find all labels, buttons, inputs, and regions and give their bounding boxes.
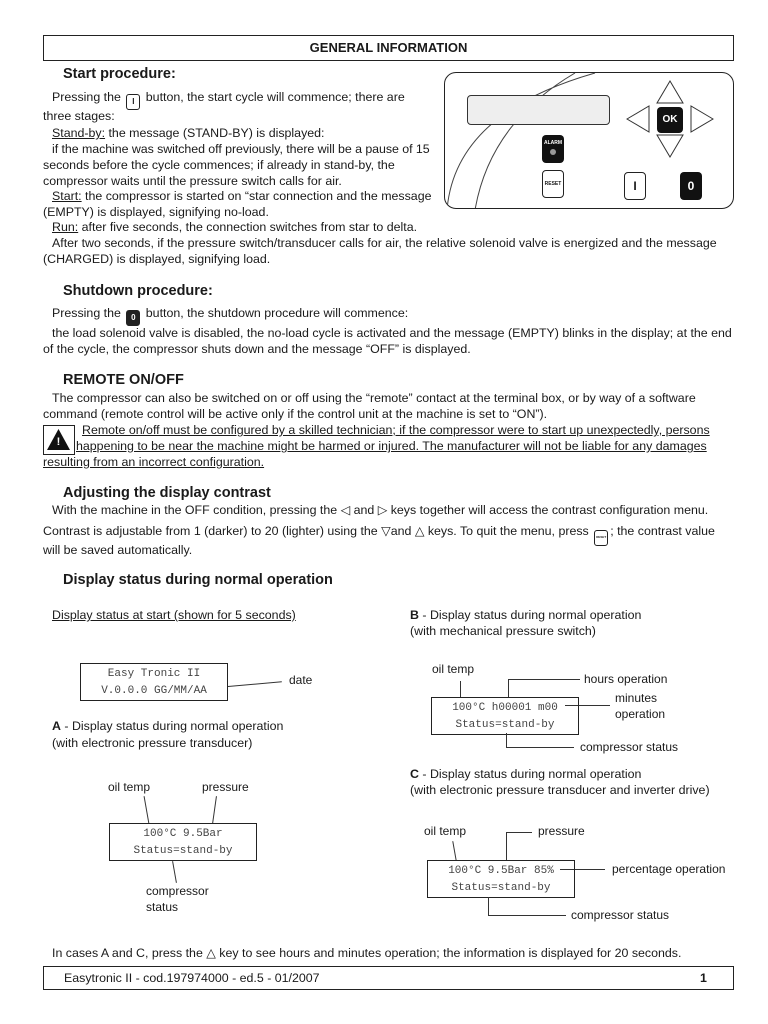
c-status-label: compressor status [571,908,670,922]
warning-icon: ! [43,425,75,455]
leader-line [506,832,532,833]
leader-line [212,796,217,824]
alarm-led-icon [550,149,556,155]
b-subtitle: (with mechanical pressure switch) [410,624,596,638]
start-line: Run: after five seconds, the connection switches from star to delta. [52,220,418,234]
start-button[interactable]: I [624,172,646,200]
start-line: Pressing the I button, the start cycle will commence; there are [52,90,405,110]
stop-button[interactable]: 0 [680,172,702,200]
leader-line [506,747,574,748]
a-status-label: compressor [146,884,209,898]
c-pressure-label: pressure [538,824,585,838]
start-line: seconds before the cycle commences; if already in stand-by, the [43,158,395,172]
a-lcd: 100°C 9.5Bar Status=stand-by [109,823,257,861]
date-label: date [289,673,313,687]
a-status-label: status [146,900,179,914]
b-status-label: compressor status [580,740,679,754]
b-hours-label: hours operation [584,672,668,686]
c-title: C - Display status during normal operation [410,767,642,781]
start-line: (CHARGED) is displayed, signifying load. [43,252,271,266]
c-lcd: 100°C 9.5Bar 85% Status=stand-by [427,860,575,898]
cases-note: In cases A and C, press the △ key to see hours and minutes operation; the information is displayed for 20 seconds. [52,946,682,960]
remote-line: The compressor can also be switched on or off using the “remote” contact at the terminal box, or by way of a software [52,391,696,405]
warning-line: resulting from an incorrect configuration. [43,455,265,469]
b-oil-temp-label: oil temp [432,662,475,676]
start-line: if the machine was switched off previously, there will be a pause of 15 [52,142,430,156]
date-leader-line [228,681,282,687]
leader-line [144,796,150,824]
footer [43,966,734,990]
off-key-icon: 0 [126,310,140,326]
contrast-line: With the machine in the OFF condition, pressing the ◁ and ▷ keys together will access the contrast configuration menu. [52,503,709,517]
b-minutes-label: minutes [615,691,658,705]
right-arrow-key-icon: ▷ [377,503,388,517]
remote-line: command (remote control will be active only if the control unit at the machine is set to “ON”). [43,407,548,421]
c-percentage-label: percentage operation [612,862,726,876]
start-heading: Start procedure: [63,66,176,82]
up-arrow-key-icon: △ [206,946,216,960]
shutdown-heading: Shutdown procedure: [63,283,213,299]
start-line: three stages: [43,109,115,123]
leader-line [508,679,509,697]
page-number: 1 [700,971,707,985]
a-subtitle: (with electronic pressure transducer) [52,736,253,750]
page-title: GENERAL INFORMATION [309,40,468,55]
left-arrow-key-icon: ◁ [340,503,351,517]
start-line: After two seconds, if the pressure switch/transducer calls for air, the relative solenoid valve is energized and the message [52,236,717,250]
leader-line [508,679,580,680]
leader-line [488,915,566,916]
c-oil-temp-label: oil temp [424,824,467,838]
down-arrow-key-icon: ▽ [381,524,391,538]
reset-key-icon: RESET [594,530,608,546]
contrast-line: Contrast is adjustable from 1 (darker) to 20 (lighter) using the ▽and △ keys. To quit the menu, press RESET ; the contrast value [43,524,715,546]
reset-button[interactable]: RESET [542,170,564,198]
a-oil-temp-label: oil temp [108,780,151,794]
leader-line [452,841,456,861]
up-arrow-key-icon: △ [414,524,425,538]
start-lcd: Easy Tronic II V.0.0.0 GG/MM/AA [80,663,228,701]
leader-line [488,897,489,915]
footer-text: Easytronic II - cod.197974000 - ed.5 - 01/2007 [64,971,320,985]
start-line: Stand-by: the message (STAND-BY) is displayed: [52,126,325,140]
panel-lcd-screen [467,95,610,125]
b-minutes-label: operation [615,707,666,721]
b-title: B - Display status during normal operation [410,608,642,622]
shutdown-line: Pressing the 0 button, the shutdown procedure will commence: [52,306,408,326]
warning-line: Remote on/off must be configured by a skilled technician; if the compressor were to start up unexpectedly, persons [82,423,710,437]
leader-line [506,832,507,861]
start-line: compressor waits until the pressure switch calls for air. [43,174,342,188]
c-subtitle: (with electronic pressure transducer and inverter drive) [410,783,710,797]
leader-line [460,681,461,697]
contrast-heading: Adjusting the display contrast [63,485,271,501]
leader-line [172,861,177,883]
a-pressure-label: pressure [202,780,249,794]
on-key-icon: I [126,94,140,110]
a-title: A - Display status during normal operation [52,719,284,733]
remote-heading: REMOTE ON/OFF [63,372,184,388]
contrast-line: will be saved automatically. [43,543,193,557]
start-display-caption: Display status at start (shown for 5 seconds) [52,608,296,622]
display-heading: Display status during normal operation [63,572,333,588]
shutdown-line: of the cycle, the compressor shuts down and the message “OFF” is displayed. [43,342,471,356]
control-panel-illustration [444,72,734,209]
alarm-button[interactable]: ALARM [542,135,564,163]
warning-line: happening to be near the machine might be harmed or injured. The manufacturer will not be liable for any damages [76,439,707,453]
b-lcd: 100°C h00001 m00 Status=stand-by [431,697,579,735]
header-box [43,35,734,61]
leader-line [506,733,507,747]
start-line: (EMPTY) is displayed, signifying no-load. [43,205,269,219]
start-line: Start: the compressor is started on “star connection and the message [52,189,432,203]
ok-button[interactable]: OK [657,107,683,133]
shutdown-line: the load solenoid valve is disabled, the no-load cycle is activated and the message (EMPTY) blinks in the display; at the end [52,326,732,340]
